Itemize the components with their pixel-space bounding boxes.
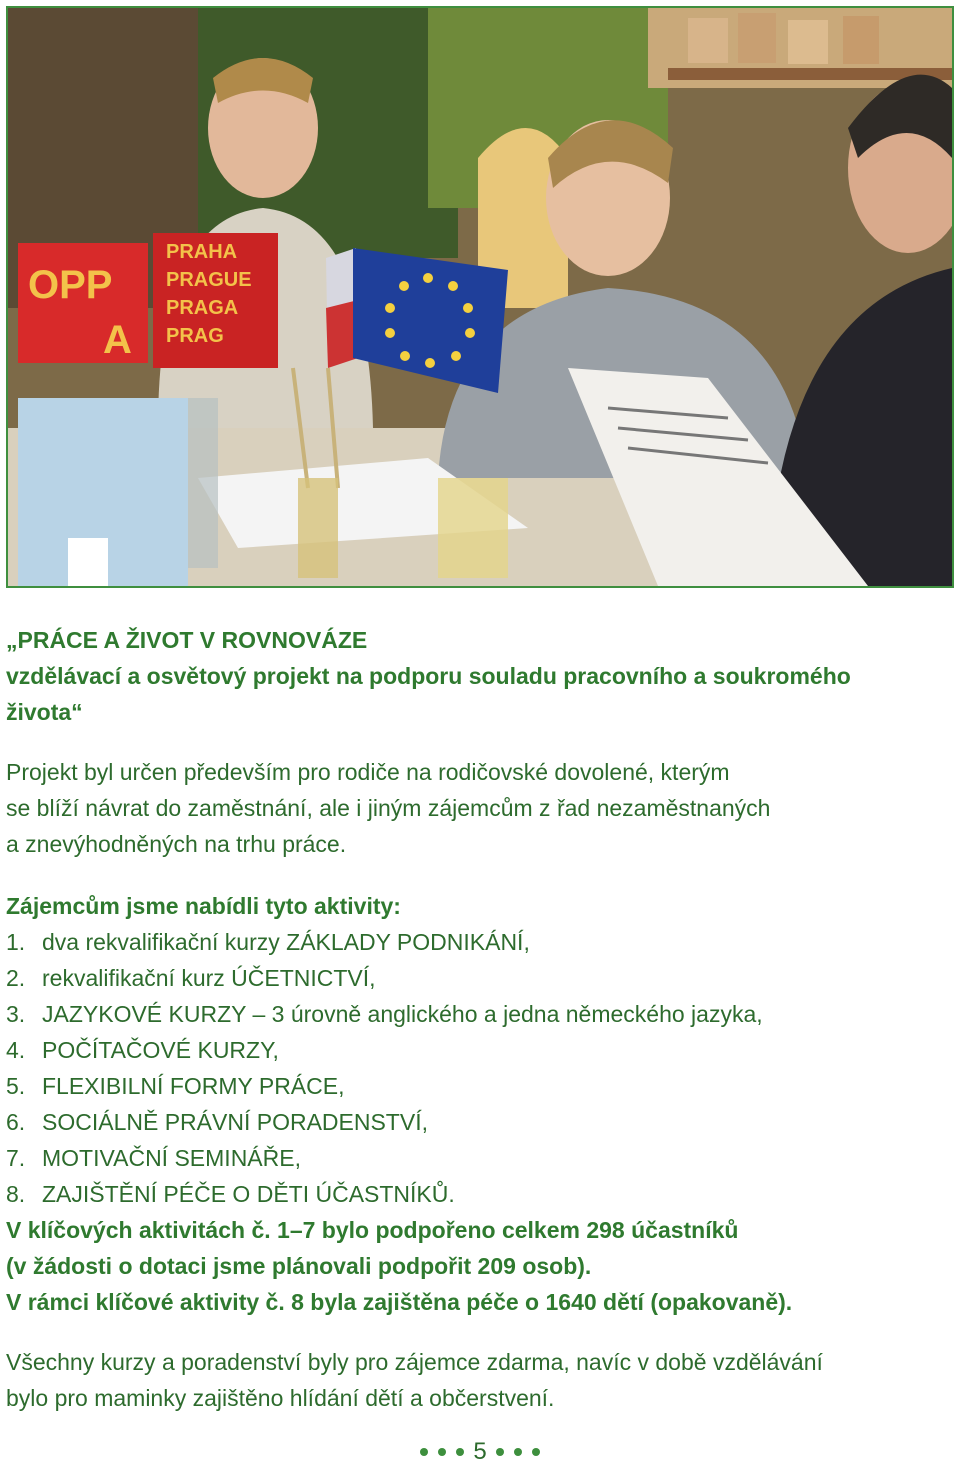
dot-icon: [456, 1448, 464, 1456]
title-line: vzdělávací a osvětový projekt na podporu souladu pracovního a soukromého: [6, 663, 851, 689]
list-item: [6, 1176, 946, 1212]
intro-line: a znevýhodněných na trhu práce.: [6, 831, 347, 857]
summary-line: V klíčových aktivitách č. 1–7 bylo podpořeno celkem 298 účastníků: [6, 1217, 739, 1243]
svg-text:PRAGUE: PRAGUE: [166, 269, 252, 291]
dot-icon: [514, 1448, 522, 1456]
svg-text:OPP: OPP: [28, 263, 113, 307]
list-item: [6, 1032, 946, 1068]
page-footer: [0, 1436, 960, 1466]
list-item-text: MOTIVAČNÍ SEMINÁŘE,: [42, 1145, 301, 1171]
hero-photo: [6, 6, 954, 588]
svg-text:PRAHA: PRAHA: [166, 241, 238, 263]
activities-list: [6, 924, 946, 1212]
list-item-text: dva rekvalifikační kurzy ZÁKLADY PODNIKÁNÍ,: [42, 929, 530, 955]
list-item-text: SOCIÁLNĚ PRÁVNÍ PORADENSTVÍ,: [42, 1109, 428, 1135]
list-item-number: 7.: [6, 1145, 26, 1171]
dot-icon: [438, 1448, 446, 1456]
list-item-number: 6.: [6, 1109, 26, 1135]
svg-text:PRAGA: PRAGA: [166, 297, 239, 319]
list-item-text: ZAJIŠTĚNÍ PÉČE O DĚTI ÚČASTNÍKŮ.: [42, 1181, 455, 1207]
intro-line: se blíží návrat do zaměstnání, ale i jiným zájemcům z řad nezaměstnaných: [6, 795, 771, 821]
closing-line: bylo pro maminky zajištěno hlídání dětí a občerstvení.: [6, 1385, 555, 1411]
project-title: [6, 622, 946, 730]
list-item-number: 3.: [6, 1001, 26, 1027]
summary-line: V rámci klíčové aktivity č. 8 byla zajištěna péče o 1640 dětí (opakovaně).: [6, 1289, 793, 1315]
article-text: [6, 622, 946, 1416]
list-item-text: rekvalifikační kurz ÚČETNICTVÍ,: [42, 965, 376, 991]
list-item-text: JAZYKOVÉ KURZY – 3 úrovně anglického a jedna německého jazyka,: [42, 1001, 763, 1027]
title-line: „PRÁCE A ŽIVOT V ROVNOVÁZE: [6, 627, 368, 653]
closing-paragraph: [6, 1344, 946, 1416]
list-item-number: 2.: [6, 965, 26, 991]
summary-line: (v žádosti o dotaci jsme plánovali podpořit 209 osob).: [6, 1253, 592, 1279]
list-item: [6, 1140, 946, 1176]
list-item-number: 5.: [6, 1073, 26, 1099]
closing-line: Všechny kurzy a poradenství byly pro zájemce zdarma, navíc v době vzdělávání: [6, 1349, 823, 1375]
title-line: života“: [6, 699, 83, 725]
dot-icon: [496, 1448, 504, 1456]
results-summary: [6, 1212, 946, 1320]
list-item-text: FLEXIBILNÍ FORMY PRÁCE,: [42, 1073, 345, 1099]
page-number: 5: [473, 1437, 487, 1465]
list-item: [6, 960, 946, 996]
list-item-number: 8.: [6, 1181, 26, 1207]
dot-icon: [532, 1448, 540, 1456]
list-item: [6, 924, 946, 960]
dot-icon: [420, 1448, 428, 1456]
list-item: [6, 1068, 946, 1104]
list-item-number: 4.: [6, 1037, 26, 1063]
activities-heading: Zájemcům jsme nabídli tyto aktivity:: [6, 893, 401, 919]
list-item: [6, 996, 946, 1032]
intro-line: Projekt byl určen především pro rodiče na rodičovské dovolené, kterým: [6, 759, 730, 785]
list-item-text: POČÍTAČOVÉ KURZY,: [42, 1037, 279, 1063]
intro-paragraph: [6, 754, 946, 862]
list-item-number: 1.: [6, 929, 26, 955]
svg-text:PRAG: PRAG: [166, 325, 224, 347]
list-item: [6, 1104, 946, 1140]
svg-text:A: A: [103, 318, 132, 362]
